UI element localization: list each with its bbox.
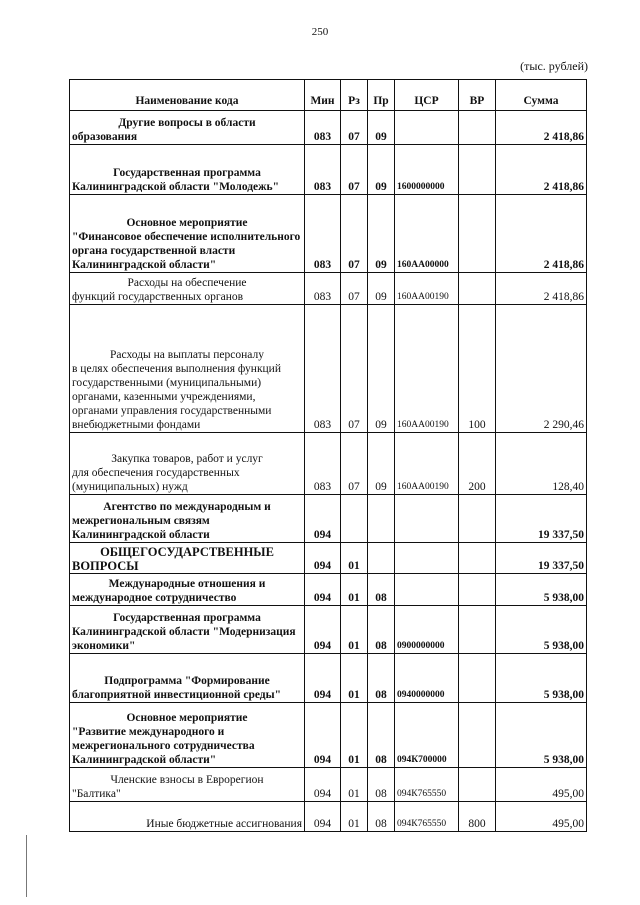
table-row: [70, 543, 587, 574]
row-name: [70, 305, 305, 433]
row-sum: 128,40: [496, 433, 587, 495]
row-csr: 1600000000: [395, 145, 459, 195]
row-name-first: Государственная программа: [113, 167, 261, 179]
row-pr: 08: [368, 654, 395, 703]
row-name-first: Международные отношения и: [108, 578, 266, 590]
row-sum: 19 337,50: [496, 543, 587, 574]
header-csr: ЦСР: [395, 80, 459, 111]
row-csr: 160АА00190: [395, 273, 459, 305]
row-rz: 07: [341, 145, 368, 195]
row-min: 094: [305, 543, 341, 574]
row-pr: 08: [368, 606, 395, 654]
row-sum: 19 337,50: [496, 495, 587, 543]
row-csr: 160АА00190: [395, 433, 459, 495]
row-min: 083: [305, 111, 341, 145]
row-name-rest: в целях обеспечения выполнения функций государственными (муниципальными) органами, казенными учреждениями, органами управления государственными внебюджетными фондами: [72, 363, 281, 431]
row-name-first: Закупка товаров, работ и услуг: [111, 453, 263, 465]
table-row: [70, 433, 587, 495]
row-name: [70, 768, 305, 802]
row-name: [70, 703, 305, 768]
row-csr: 094К765550: [395, 768, 459, 802]
row-name: [70, 574, 305, 606]
row-rz: 07: [341, 433, 368, 495]
row-sum: 495,00: [496, 802, 587, 832]
row-rz: 01: [341, 703, 368, 768]
row-sum: 5 938,00: [496, 654, 587, 703]
row-name-rest: ВОПРОСЫ: [72, 559, 139, 573]
row-csr: [395, 543, 459, 574]
row-pr: 08: [368, 802, 395, 832]
row-pr: 09: [368, 195, 395, 273]
row-name: [70, 145, 305, 195]
row-pr: 09: [368, 305, 395, 433]
row-pr: 09: [368, 433, 395, 495]
row-sum: 5 938,00: [496, 703, 587, 768]
row-sum: 495,00: [496, 768, 587, 802]
row-name-rest: "Финансовое обеспечение исполнительного органа государственной власти Калининградской области": [72, 231, 301, 271]
row-sum: 2 418,86: [496, 195, 587, 273]
row-vr: [459, 703, 496, 768]
row-csr: 160АА00190: [395, 305, 459, 433]
row-name-first: Другие вопросы в области: [118, 117, 256, 129]
row-rz: 01: [341, 574, 368, 606]
row-rz: 07: [341, 305, 368, 433]
row-sum: 2 418,86: [496, 273, 587, 305]
budget-table: [69, 79, 587, 832]
header-pr: Пр: [368, 80, 395, 111]
header-sum: Сумма: [496, 80, 587, 111]
row-csr: 160АА00000: [395, 195, 459, 273]
header-vr: ВР: [459, 80, 496, 111]
row-sum: 2 418,86: [496, 145, 587, 195]
row-rz: 01: [341, 768, 368, 802]
row-vr: 100: [459, 305, 496, 433]
row-min: 094: [305, 654, 341, 703]
row-sum: 5 938,00: [496, 574, 587, 606]
table-row: [70, 111, 587, 145]
row-name: [70, 495, 305, 543]
row-csr: 0900000000: [395, 606, 459, 654]
row-name: [70, 606, 305, 654]
row-vr: 200: [459, 433, 496, 495]
row-name-first: Членские взносы в Еврорегион: [110, 774, 264, 786]
row-name-rest: межрегиональным связям Калининградской области: [72, 515, 210, 541]
row-min: 083: [305, 433, 341, 495]
row-vr: [459, 543, 496, 574]
table-row: [70, 703, 587, 768]
row-pr: 09: [368, 111, 395, 145]
row-vr: [459, 654, 496, 703]
row-name-first: Агентство по международным и: [103, 501, 271, 513]
row-name-first: Расходы на выплаты персоналу: [110, 349, 264, 361]
row-name-first: Государственная программа: [113, 612, 261, 624]
row-csr: 094К700000: [395, 703, 459, 768]
row-vr: [459, 606, 496, 654]
margin-line: [26, 835, 27, 897]
row-rz: 01: [341, 802, 368, 832]
row-name-rest: "Развитие международного и межрегионального сотрудничества Калининградской области": [72, 726, 255, 766]
row-min: 083: [305, 145, 341, 195]
table-row: [70, 768, 587, 802]
row-vr: [459, 768, 496, 802]
table-row: [70, 606, 587, 654]
table-row: [70, 273, 587, 305]
table-row: [70, 195, 587, 273]
row-name-first: Подпрограмма "Формирование: [104, 675, 270, 687]
row-name: [70, 654, 305, 703]
row-name-rest: функций государственных органов: [72, 291, 244, 303]
row-pr: [368, 495, 395, 543]
row-vr: [459, 574, 496, 606]
row-min: 094: [305, 768, 341, 802]
row-sum: 2 290,46: [496, 305, 587, 433]
row-name-rest: международное сотрудничество: [72, 592, 237, 604]
row-name-rest: образования: [72, 131, 138, 143]
row-rz: [341, 495, 368, 543]
units-label: (тыс. рублей): [520, 59, 588, 73]
table-header-row: [70, 80, 587, 111]
row-rz: 01: [341, 543, 368, 574]
row-pr: 08: [368, 703, 395, 768]
table-row: [70, 495, 587, 543]
row-vr: [459, 195, 496, 273]
row-name-rest: благоприятной инвестиционной среды": [72, 689, 281, 701]
row-csr: [395, 574, 459, 606]
header-min: Мин: [305, 80, 341, 111]
row-vr: [459, 145, 496, 195]
row-pr: [368, 543, 395, 574]
row-name-rest: "Балтика": [72, 788, 121, 800]
row-name-rest: Калининградской области "Модернизация экономики": [72, 626, 296, 652]
row-name: [70, 433, 305, 495]
row-vr: [459, 273, 496, 305]
header-name: Наименование кода: [70, 80, 305, 111]
row-pr: 08: [368, 574, 395, 606]
row-rz: 07: [341, 111, 368, 145]
table-row: [70, 654, 587, 703]
row-min: 094: [305, 802, 341, 832]
row-sum: 5 938,00: [496, 606, 587, 654]
row-name-first: Основное мероприятие: [126, 217, 248, 229]
row-name-first: Расходы на обеспечение: [127, 277, 247, 289]
row-csr: 0940000000: [395, 654, 459, 703]
table-row: [70, 802, 587, 832]
row-name: [70, 802, 305, 832]
row-name: [70, 111, 305, 145]
row-pr: 08: [368, 768, 395, 802]
row-csr: [395, 111, 459, 145]
row-min: 094: [305, 606, 341, 654]
header-rz: Рз: [341, 80, 368, 111]
row-rz: 01: [341, 654, 368, 703]
row-name: [70, 195, 305, 273]
row-vr: 800: [459, 802, 496, 832]
row-csr: [395, 495, 459, 543]
row-vr: [459, 495, 496, 543]
row-name: [70, 273, 305, 305]
row-min: 094: [305, 495, 341, 543]
row-pr: 09: [368, 273, 395, 305]
row-name-first: Иные бюджетные ассигнования: [146, 818, 302, 830]
row-min: 094: [305, 574, 341, 606]
table-row: [70, 145, 587, 195]
row-csr: 094К765550: [395, 802, 459, 832]
row-min: 083: [305, 305, 341, 433]
row-name: [70, 543, 305, 574]
row-rz: 01: [341, 606, 368, 654]
table-row: [70, 305, 587, 433]
row-name-first: Основное мероприятие: [126, 712, 248, 724]
row-sum: 2 418,86: [496, 111, 587, 145]
row-name-first: ОБЩЕГОСУДАРСТВЕННЫЕ: [100, 545, 274, 559]
row-rz: 07: [341, 195, 368, 273]
row-vr: [459, 111, 496, 145]
row-name-rest: Калининградской области "Молодежь": [72, 181, 279, 193]
row-min: 094: [305, 703, 341, 768]
row-pr: 09: [368, 145, 395, 195]
table-row: [70, 574, 587, 606]
row-min: 083: [305, 195, 341, 273]
row-min: 083: [305, 273, 341, 305]
row-rz: 07: [341, 273, 368, 305]
row-name-rest: для обеспечения государственных (муниципальных) нужд: [72, 467, 240, 493]
page-number: 250: [311, 26, 329, 38]
